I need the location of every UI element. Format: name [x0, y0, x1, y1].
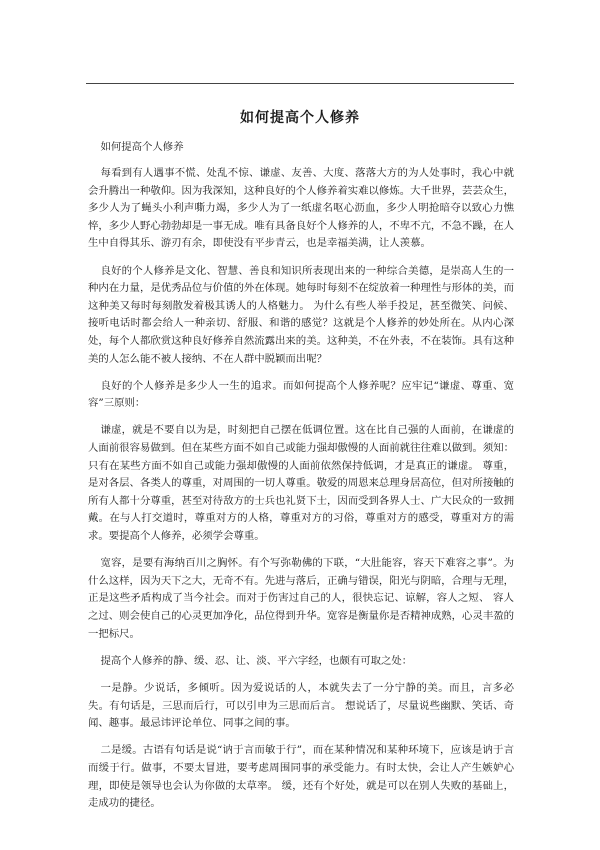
- document-subtitle: 如何提高个人修养: [100, 141, 184, 153]
- paragraph-principles: 良好的个人修养是多少人一生的追求。而如何提高个人修养呢？应牢记“谦虚、尊重、宽容”三原则：: [88, 379, 514, 410]
- paragraph-intro: 每看到有人遇事不慌、处乱不惊、谦虚、友善、大度、落落大方的为人处事时，我心中就会升腾出一种敬仰。因为我深知，这种良好的个人修养着实难以修炼。大千世界，芸芸众生，多少人为了蝇头小利声嘶力竭，多少人为了一纸虚名呕心沥血，多少人明抢暗夺以致心力憔悴，多少人野心勃勃却是一事无成。唯有具备良好个人修养的人，不卑不亢，不急不躁，在人生中自得其乐、游刃有余，即使没有平步青云，也是幸福美满，让人羡慕。: [88, 166, 515, 250]
- paragraph-six-words: 提高个人修养的静、缓、忍、让、淡、平六字经，也颇有可取之处：: [100, 654, 413, 667]
- page-title: 如何提高个人修养: [240, 110, 360, 126]
- paragraph-tolerance: 宽容，是要有海纳百川之胸怀。有个写弥勒佛的下联，“大肚能容，容天下难容之事”。为什么这样，因为天下之大，无奇不有。先进与落后，正确与错误，阳光与阴暗，合理与无理，正是这些矛盾构成了当今社会。而对于伤害过自己的人，很快忘记、谅解，容人之短、 容人之过、则会使自己的心灵更加净化，品位得到升华。宽容是衡量你是否精神成熟，心灵丰盈的一把标尺。: [88, 557, 515, 640]
- paragraph-slow: 二是缓。古语有句话是说“讷于言而敏于行”，而在某种情况和某种环境下，应该是讷于言而缓于行。做事，不要太冒进，要考虑周围同事的承受能力。有时太快，会让人产生嫉妒心理，即使是领导也会认为你做的太草率。 缓，还有个好处，就是可以在别人失败的基础上，走成功的捷径。: [88, 744, 514, 810]
- header-rule: [86, 83, 514, 84]
- paragraph-modesty-respect: 谦虚，就是不要自以为是，时刻把自己摆在低调位置。这在比自己强的人面前，在谦虚的人面前很容易做到。但在某些方面不如自己或能力强却傲慢的人面前就往往难以做到。须知：只有在某些方面不如自己或能力强却傲慢的人面前依然保持低调，才是真正的谦虚。 尊重，是对各层、各类人的尊重，对周围的一切人尊重。敬爱的周恩来总理身居高位，但对所接触的所有人都十分尊重，甚至对待敌方的士兵也礼贤下士，因而受到各界人士、广大民众的一致拥戴。在与人打交道时，尊重对方的人格，尊重对方的习俗，尊重对方的感受，尊重对方的需求。要提高个人修养，必须学会尊重。: [88, 424, 515, 543]
- document-body: [88, 139, 514, 822]
- paragraph-definition: 良好的个人修养是文化、智慧、善良和知识所表现出来的一种综合美德，是崇高人生的一种内在力量，是优秀品位与价值的外在体现。她每时每刻不在绽放着一种理性与形体的美，而这种美又每时每刻散发着极其诱人的人格魅力。 为什么有些人举手投足，甚至微笑、问候、接听电话时都会给人一种亲切、舒服、和谐的感觉？这就是个人修养的妙处所在。从内心深处，每个人都欣赏这种良好修养自然流露出来的美。这种美，不在外表，不在装饰。具有这种美的人怎么能不被人接纳、不在人群中脱颖而出呢？: [88, 264, 515, 365]
- paragraph-calm: 一是静。少说话，多倾听。因为爱说话的人，本就失去了一分宁静的美。而且，言多必失。有句话是，三思而后行，可以引申为三思而后言。 想说话了，尽量说些幽默、笑话、奇闻、趣事。最忌讳评论单位、同事之间的事。: [88, 681, 514, 730]
